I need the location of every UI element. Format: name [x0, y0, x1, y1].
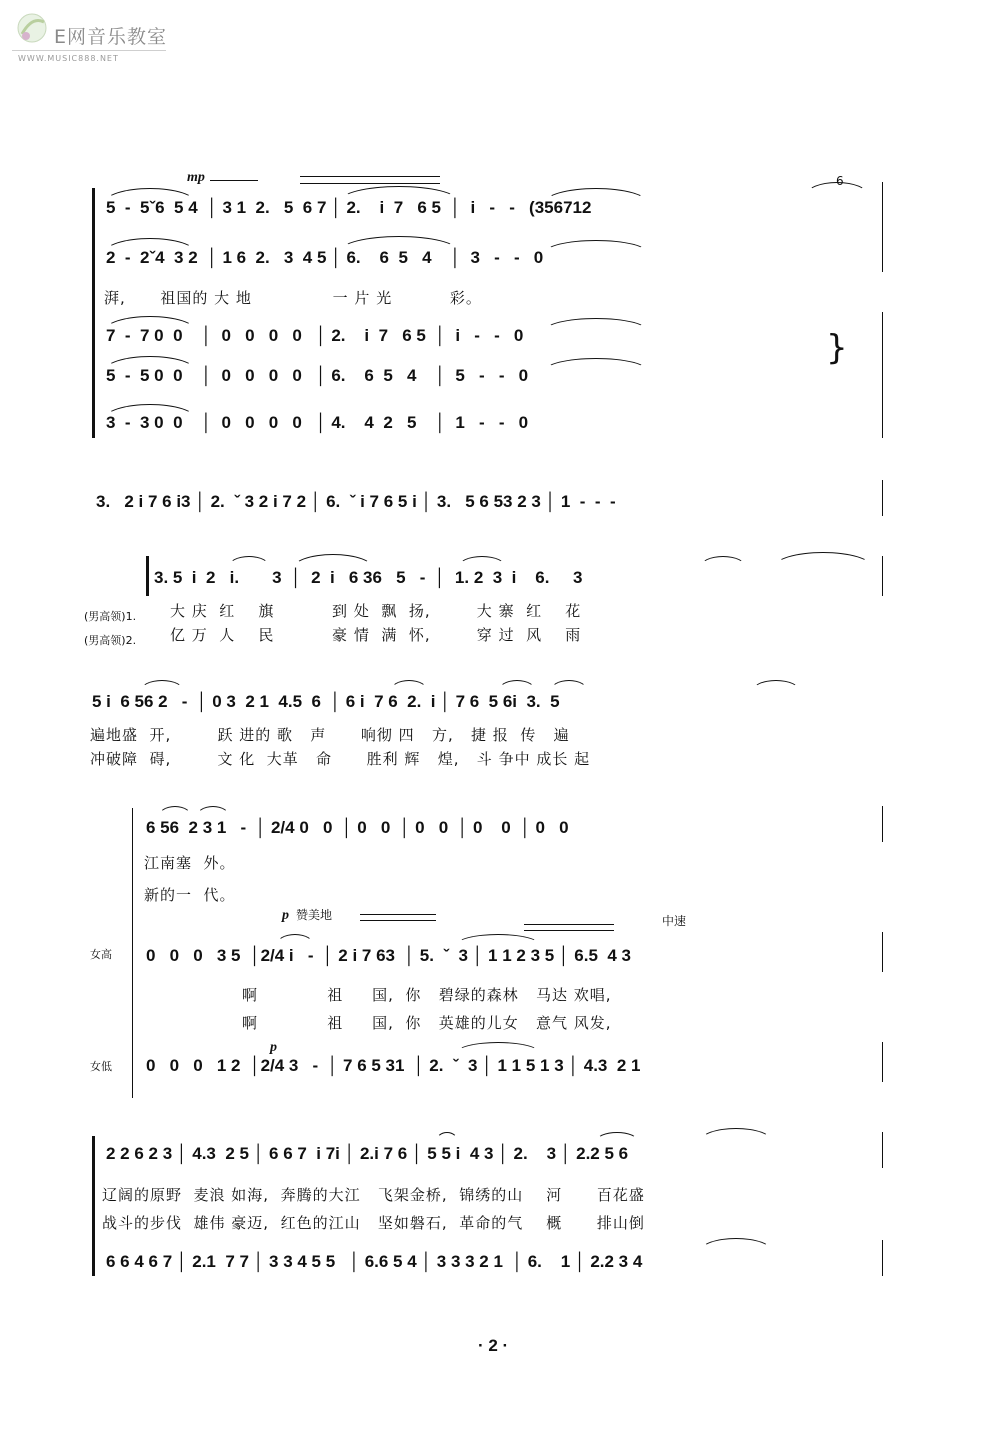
end-bar: [882, 1132, 883, 1168]
lyric-line: 辽阔的原野 麦浪 如海, 奔腾的大江 飞架金桥, 锦绣的山 河 百花盛: [102, 1186, 645, 1204]
staff-line: 0 0 0 1 2 │2/4 3 - │ 7 6 5 31 │ 2. ˇ 3 │ 1 1 5 1 3 │ 4.3 2 1: [146, 1056, 641, 1075]
slur: [390, 680, 428, 691]
lyric-line: 战斗的步伐 雄伟 豪迈, 红色的江山 坚如磐石, 革命的气 概 排山倒: [102, 1214, 645, 1232]
brace-icon: }: [826, 328, 848, 368]
staff-line: 3 - 3 0 0 │ 0 0 0 0 │ 4. 4 2 5 │ 1 - - 0: [106, 413, 529, 432]
slur: [806, 182, 868, 195]
crescendo-hairpin: [360, 920, 436, 921]
slur: [158, 806, 192, 817]
voice-label: (男高领)2.: [84, 634, 137, 647]
tempo-mark: 中速: [662, 914, 687, 928]
slur: [458, 556, 506, 567]
end-bar: [882, 480, 883, 516]
voice-label: (男高领)1.: [84, 610, 137, 623]
watermark-logo: [6, 10, 176, 70]
staff-line: 5 - 5ˇ6 5 4 │ 3 1 2. 5 6 7 │ 2. i 7 6 5 │ i - - (356712: [106, 198, 592, 217]
slur: [276, 934, 314, 945]
slur: [544, 318, 648, 331]
music-note-logo-icon: [12, 10, 52, 50]
voice-label-soprano: 女高: [90, 948, 112, 961]
lyric-line: 大 庆 红 旗 到 处 飘 扬, 大 寨 红 花: [170, 602, 582, 620]
crescendo-line: [300, 176, 440, 177]
slur: [140, 680, 184, 691]
staff-line: 2 2 6 2 3 │ 4.3 2 5 │ 6 6 7 i 7i │ 2.i 7 6 │ 5 5 i 4 3 │ 2. 3 │ 2.2 5 6: [106, 1144, 629, 1163]
end-bar: [882, 806, 883, 842]
slur: [436, 1132, 458, 1141]
dynamic-mark: mp: [187, 170, 205, 185]
dynamic-mark: p: [282, 908, 289, 923]
slur: [544, 240, 648, 253]
staff-line: 2 - 2ˇ4 3 2 │ 1 6 2. 3 4 5 │ 6. 6 5 4 │ 3 - - 0: [106, 248, 544, 267]
system-1-brace-left: [92, 188, 95, 438]
decrescendo-hairpin: [210, 180, 258, 181]
lyric-line: 江南塞 外。: [144, 854, 236, 872]
system-1-end-bar: [882, 182, 883, 272]
voice-label-alto: 女低: [90, 1060, 112, 1073]
slur: [456, 934, 540, 945]
end-bar: [882, 1042, 883, 1082]
slur: [700, 1128, 772, 1141]
staff-line: 3. 5 i 2 i. 3 │ 2 i 6 36 5 - │ 1. 2 3 i 6. 3: [154, 568, 583, 587]
slur: [544, 358, 648, 371]
slur: [774, 552, 872, 567]
staff-line: 5 - 5 0 0 │ 0 0 0 0 │ 6. 6 5 4 │ 5 - - 0: [106, 366, 529, 385]
expression-mark: 赞美地: [296, 908, 333, 922]
slur: [752, 680, 800, 691]
staff-line: 5 i 6 56 2 - │ 0 3 2 1 4.5 6 │ 6 i 7 6 2. i │ 7 6 5 6i 3. 5: [92, 692, 560, 711]
page-number: · 2 ·: [478, 1336, 509, 1355]
slur: [456, 1042, 540, 1053]
slur: [498, 680, 536, 691]
lyric-line: 亿 万 人 民 豪 情 满 怀, 穿 过 风 雨: [170, 626, 582, 644]
slur: [596, 1132, 638, 1141]
end-bar: [882, 932, 883, 972]
crescendo-line: [300, 183, 440, 184]
lyric-line: 啊 祖 国, 你 碧绿的森林 马达 欢唱,: [144, 986, 612, 1004]
slur: [292, 554, 374, 569]
slur: [700, 1238, 772, 1251]
lyric-line: 新的一 代。: [144, 886, 236, 904]
dynamic-mark: p: [270, 1040, 277, 1055]
crescendo-hairpin: [524, 924, 614, 925]
crescendo-hairpin: [524, 930, 614, 931]
staff-line: 0 0 0 3 5 │2/4 i - │ 2 i 7 63 │ 5. ˇ 3 │ 1 1 2 3 5 │ 6.5 4 3: [146, 946, 631, 965]
system-6-brace: [92, 1136, 95, 1276]
slur: [550, 680, 588, 691]
slur: [196, 806, 230, 817]
crescendo-hairpin: [360, 914, 436, 915]
end-bar: [882, 1240, 883, 1276]
staff-line: 3. 2 i 7 6 i3 │ 2. ˇ 3 2 i 7 2 │ 6. ˇ i 7 6 5 i │ 3. 5 6 53 2 3 │ 1 - - -: [96, 492, 616, 511]
watermark-brand: E网音乐教室: [54, 26, 168, 48]
staff-line: 6 56 2 3 1 - │ 2/4 0 0 │ 0 0 │ 0 0 │ 0 0 │ 0 0: [146, 818, 569, 837]
watermark-divider: [12, 50, 166, 51]
lyric-line: 啊 祖 国, 你 英雄的儿女 意气 风发,: [144, 1014, 612, 1032]
repeat-bar: [146, 556, 149, 596]
lyric-line: 湃, 祖国的 大 地 一 片 光 彩。: [104, 289, 482, 307]
end-bar: [882, 556, 883, 596]
lyric-line: 遍地盛 开, 跃 进的 歌 声 响彻 四 方, 捷 报 传 遍: [90, 726, 570, 744]
slur: [228, 556, 270, 567]
tuplet-number: 6: [836, 174, 844, 188]
watermark-url: WWW.MUSIC888.NET: [18, 54, 119, 63]
slur: [700, 556, 746, 567]
staff-line: 6 6 4 6 7 │ 2.1 7 7 │ 3 3 4 5 5 │ 6.6 5 4 │ 3 3 3 2 1 │ 6. 1 │ 2.2 3 4: [106, 1252, 643, 1271]
system-5-left-bar: [132, 808, 133, 1098]
staff-line: 7 - 7 0 0 │ 0 0 0 0 │ 2. i 7 6 5 │ i - - 0: [106, 326, 524, 345]
lyric-line: 冲破障 碍, 文 化 大革 命 胜利 辉 煌, 斗 争中 成长 起: [90, 750, 591, 768]
system-1-end-bar-lower: [882, 312, 883, 438]
